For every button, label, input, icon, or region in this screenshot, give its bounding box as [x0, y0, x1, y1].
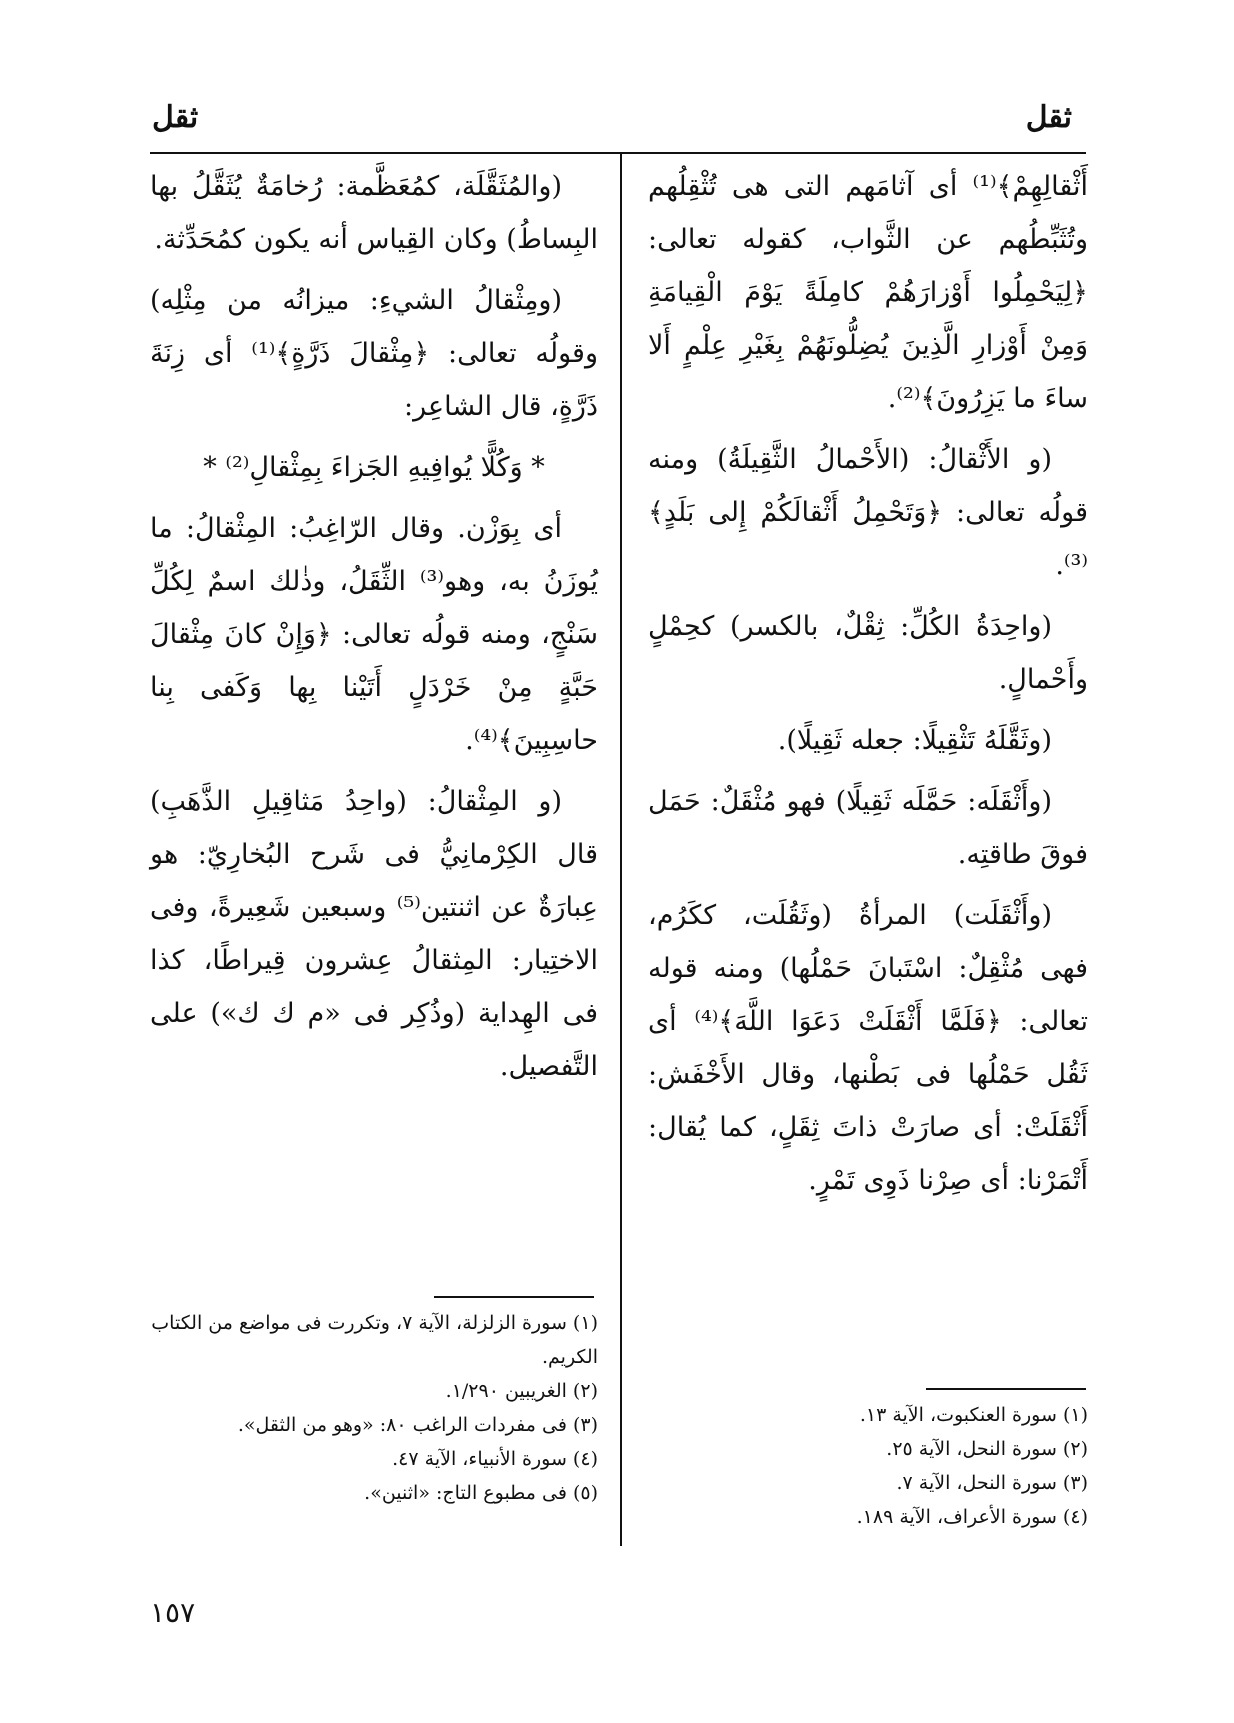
right-paragraph-6: (وأَثْقَلَت) المرأةُ (وثَقُلَت، ككَرُم، فهى مُثْقِلٌ: اسْتَبانَ حَمْلُها) ومنه قوله تعالى: ﴿فَلَمَّا أَثْقَلَتْ دَعَوَا اللَّهَ﴾⁽⁴⁾ أى ثَقُل حَمْلُها فى بَطْنها، وقال الأَخْفَش: أَثْقَلَتْ: أى صارَتْ ذاتَ ثِقَلٍ، كما يُقال: أَتْمَرْنا: أى صِرْنا ذَوِى تَمْرٍ. — [648, 900, 1088, 1196]
right-paragraph-2: (و الأَثْقالُ: (الأَحْمالُ الثَّقِيلَةُ) ومنه قولُه تعالى: ﴿وَتَحْمِلُ أَثْقالَكُمْ إِلى بَلَدٍ﴾⁽³⁾. — [648, 444, 1088, 581]
footnote-left-5: (٥) فى مطبوع التاج: «اثنين». — [364, 1482, 598, 1504]
left-paragraph-3: أى بِوَزْن. وقال الرّاغِبُ: المِثْقالُ: ما يُوزَنُ به، وهو⁽³⁾ الثِّقَلُ، وذٰلك اسمٌ لِكُلِّ سَنْجٍ، ومنه قولُه تعالى: ﴿وَإِنْ كانَ مِثْقالَ حَبَّةٍ مِنْ خَرْدَلٍ أَتَيْنا بِها وَكَفى بِنا حاسِبِينَ﴾⁽⁴⁾. — [150, 513, 598, 756]
right-paragraph-3: (واحِدَةُ الكُلِّ: ثِقْلٌ، بالكسر) كحِمْلٍ وأَحْمالٍ. — [648, 611, 1088, 695]
footnotes-right — [648, 1398, 1088, 1534]
footnote-right-1: (١) سورة العنكبوت، الآية ١٣. — [859, 1404, 1088, 1426]
footnotes-left — [150, 1306, 598, 1510]
footnote-left-4: (٤) سورة الأنبياء، الآية ٤٧. — [392, 1448, 598, 1470]
footnote-left-1: (١) سورة الزلزلة، الآية ٧، وتكررت فى مواضع من الكتاب الكريم. — [151, 1312, 598, 1368]
footnote-right-3: (٣) سورة النحل، الآية ٧. — [896, 1472, 1088, 1494]
right-paragraph-5: (وأَثْقَلَه: حَمَّلَه ثَقِيلًا) فهو مُثْقَلٌ: حَمَل فوقَ طاقتِه. — [648, 786, 1088, 870]
right-paragraph-1: أَثْقالِهِمْ﴾⁽¹⁾ أى آثامَهم التى هى تُثْقِلُهم وتُثَبِّطُهم عن الثَّواب، كقوله تعالى: ﴿لِيَحْمِلُوا أَوْزارَهُمْ كامِلَةً يَوْمَ الْقِيامَةِ وَمِنْ أَوْزارِ الَّذِينَ يُضِلُّونَهُمْ بِغَيْرِ عِلْمٍ أَلا ساءَ ما يَزِرُونَ﴾⁽²⁾. — [648, 171, 1088, 414]
footnote-right-2: (٢) سورة النحل، الآية ٢٥. — [886, 1438, 1088, 1460]
left-column — [150, 160, 598, 1101]
column-divider — [620, 154, 622, 1546]
header-rule — [150, 152, 1086, 154]
footnote-right-4: (٤) سورة الأعراف، الآية ١٨٩. — [856, 1506, 1088, 1528]
footnote-left-2: (٢) الغريبين ١/٢٩٠. — [445, 1380, 598, 1402]
left-paragraph-1: (والمُثَقَّلَة، كمُعَظَّمة: رُخامَةٌ يُثَقَّلُ بها البِساطُ) وكان القِياس أنه يكون كمُحَدِّثة. — [150, 171, 598, 255]
header-word-left: ثقل — [152, 100, 199, 135]
left-paragraph-4: (و المِثْقالُ: (واحِدُ مَثاقِيلِ الذَّهَبِ) قال الكِرْمانِيُّ فى شَرح البُخارِيّ: هو عِبارَةٌ عن اثنتين⁽⁵⁾ وسبعين شَعِيرةً، وفى الاختِيار: المِثقالُ عِشرون قِيراطًا، كذا فى الهِداية (وذُكِر فى «م ك ك») على التَّفصيل. — [150, 786, 599, 1082]
left-poetry-line: * وَكُلًّا يُوافِيهِ الجَزاءَ بِمِثْقالِ⁽²⁾ * — [203, 452, 545, 483]
footnote-rule-left — [434, 1296, 594, 1298]
footnote-left-3: (٣) فى مفردات الراغب ٨٠: «وهو من الثقل». — [237, 1414, 598, 1436]
right-paragraph-4: (وثَقَّلَهُ تَثْقِيلًا: جعله ثَقِيلًا). — [777, 725, 1052, 756]
header-word-right: ثقل — [1025, 100, 1072, 135]
left-paragraph-2: (ومِثْقالُ الشيءِ: ميزانُه من مِثْلِه) وقولُه تعالى: ﴿مِثْقالَ ذَرَّةٍ﴾⁽¹⁾ أى زِنَةَ ذَرَّةٍ، قال الشاعِر: — [150, 285, 598, 422]
footnote-rule-right — [926, 1388, 1086, 1390]
page-number: ١٥٧ — [150, 1596, 196, 1629]
right-column — [648, 160, 1088, 1215]
